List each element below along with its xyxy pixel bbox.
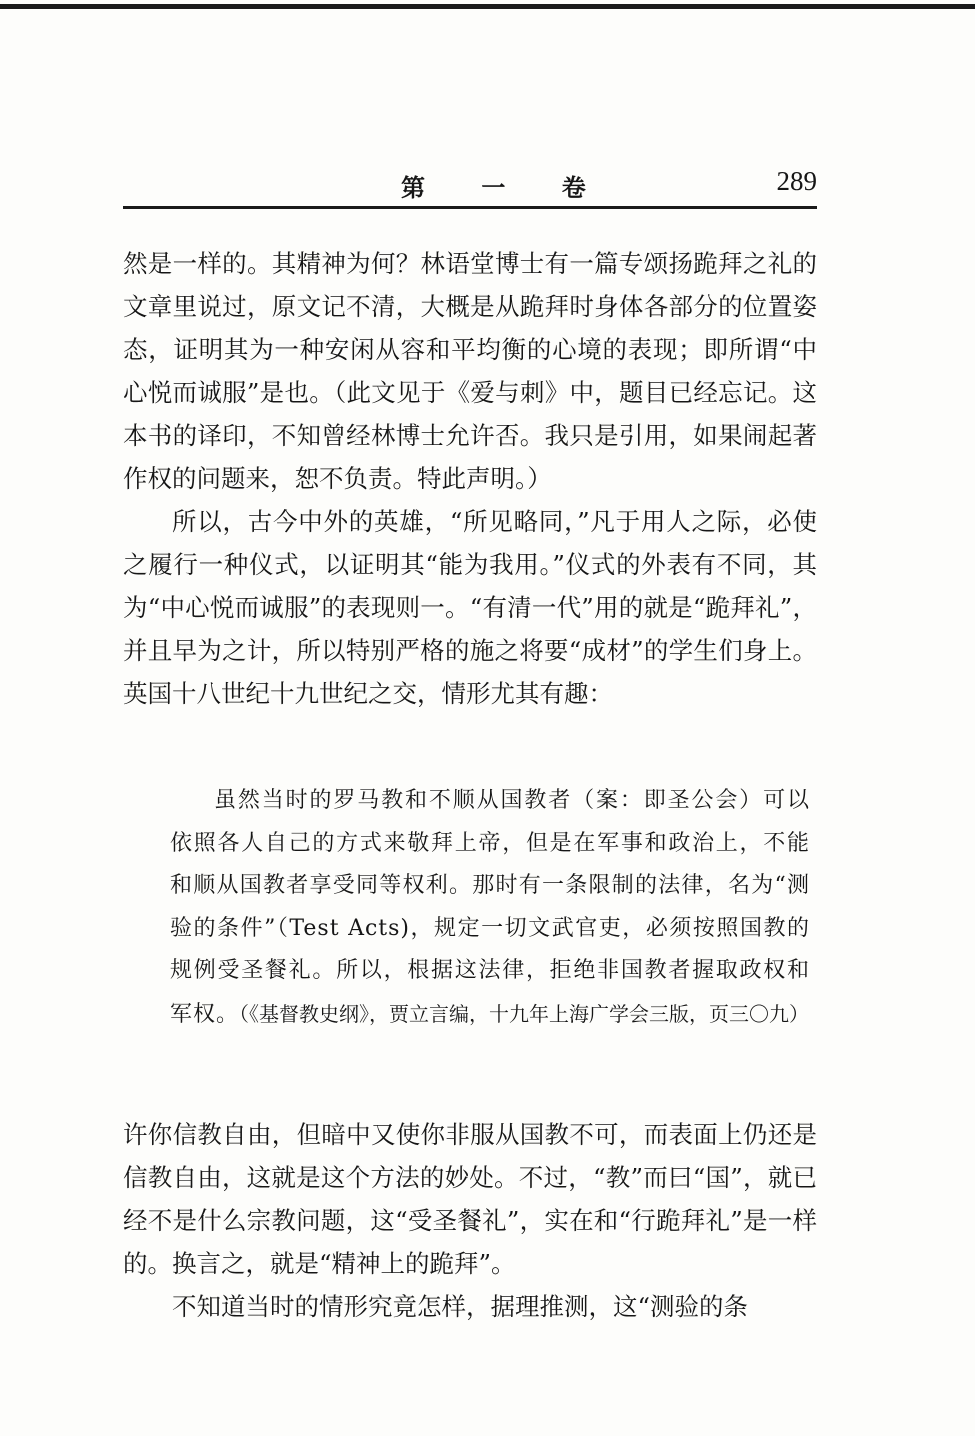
block-quote bbox=[170, 780, 810, 1036]
main-text-top bbox=[123, 242, 817, 715]
paragraph-heroes: 所以，古今中外的英雄，“所见略同，”凡于用人之际，必使之履行一种仪式，以证明其“能为我用。”仪式的外表有不同，其为“中心悦而诚服”的表现则一。“有清一代”用的就是“跪拜礼”，并且早为之计，所以特别严格的施之将要“成材”的学生们身上。英国十八世纪十九世纪之交，情形尤其有趣： bbox=[123, 507, 817, 708]
volume-title: 第 一 卷 bbox=[401, 173, 610, 202]
page-number: 289 bbox=[776, 166, 817, 196]
header-rule bbox=[123, 206, 817, 209]
paragraph-after-quote: 许你信教自由，但暗中又使你非服从国教不可，而表面上仍还是信教自由，这就是这个方法的妙处。不过，“教”而曰“国”，就已经不是什么宗教问题，这“受圣餐礼”，实在和“行跪拜礼”是一样的。换言之，就是“精神上的跪拜”。 bbox=[123, 1120, 817, 1278]
quote-text: 虽然当时的罗马教和不顺从国教者（案：即圣公会）可以依照各人自己的方式来敬拜上帝，但是在军事和政治上，不能和顺从国教者享受同等权利。那时有一条限制的法律，名为“测验的条件”（Test Acts)，规定一切文武官吏，必须按照国教的规例受圣餐礼。所以，根据这法律，拒绝非国教者握取政权和军权。 bbox=[170, 788, 810, 1027]
paragraph-last: 不知道当时的情形究竟怎样，据理推测，这“测验的条 bbox=[172, 1292, 749, 1321]
quote-citation: （《基督教史纲》，贾立言编，十九年上海广学会三版，页三〇九） bbox=[239, 1001, 810, 1026]
main-text-bottom bbox=[123, 1113, 817, 1328]
paragraph-continued: 然是一样的。其精神为何？林语堂博士有一篇专颂扬跪拜之礼的文章里说过，原文记不清，大概是从跪拜时身体各部分的位置姿态，证明其为一种安闲从容和平均衡的心境的表现；即所谓“中心悦而诚服”是也。（此文见于《爱与刺》中，题目已经忘记。这本书的译印，不知曾经林博士允许否。我只是引用，如果闹起著作权的问题来，恕不负责。特此声明。） bbox=[123, 249, 817, 493]
running-header bbox=[123, 168, 817, 208]
quote-paragraph bbox=[170, 780, 810, 1036]
top-border-rule bbox=[0, 4, 975, 9]
